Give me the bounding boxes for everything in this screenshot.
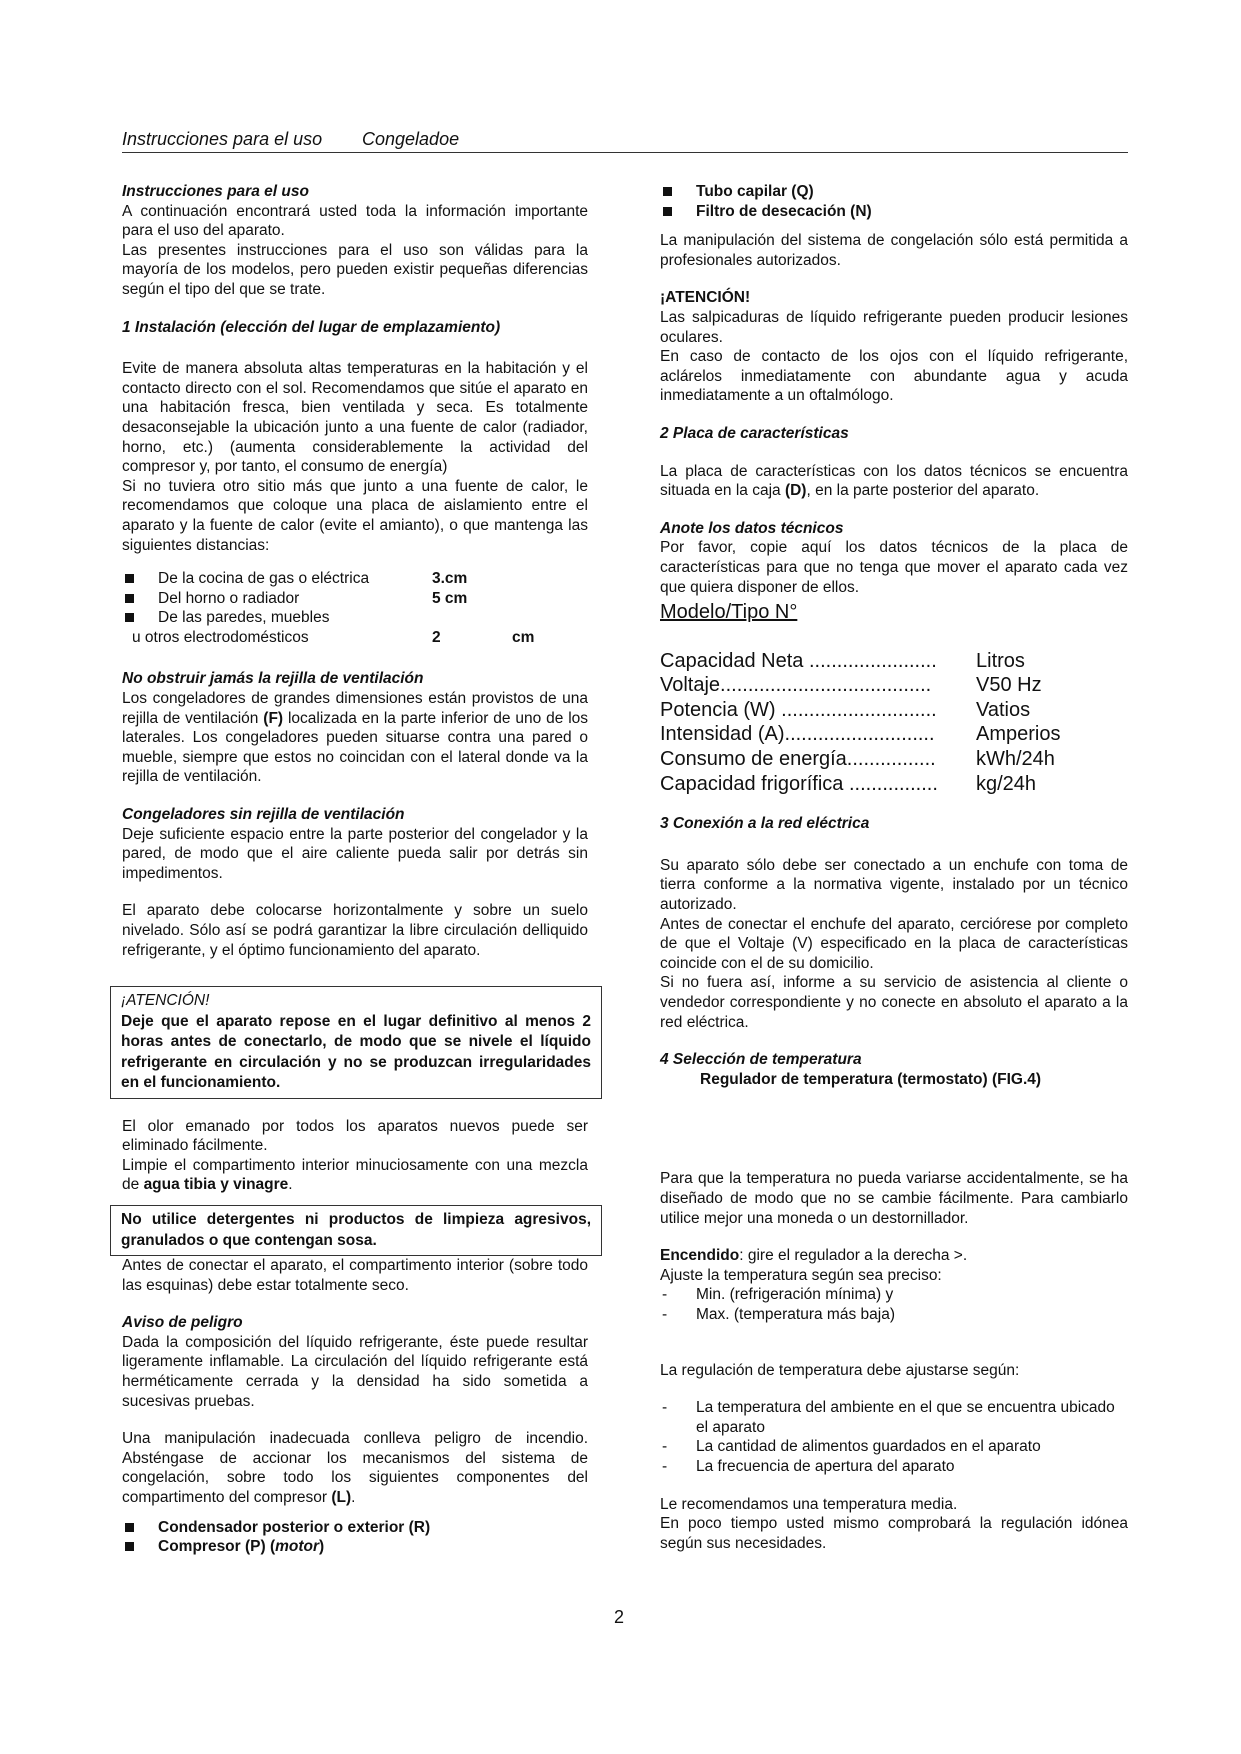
danger-paragraph: Dada la composición del líquido refrigerante, éste puede resultar ligeramente inflamable. La circulación del líquido refrigerante está herméticamente cerrada y la densidad ha sido sometida a sucesivas pruebas. — [122, 1333, 588, 1410]
smell-paragraph: El olor emanado por todos los aparatos nuevos puede ser eliminado fácilmente. — [122, 1117, 588, 1155]
regulation-line: La regulación de temperatura debe ajustarse según: — [660, 1361, 1020, 1379]
plate-paragraph: La placa de características con los datos técnicos se encuentra situada en la caja (D), en la parte posterior del aparato. — [660, 462, 1128, 500]
bullet-square-icon — [125, 594, 134, 603]
spec-row: Consumo de energía................ kWh/24h — [660, 748, 1055, 771]
bullet-square-icon — [125, 574, 134, 583]
distance-list — [122, 569, 588, 628]
spec-row: Capacidad Neta ....................... Litros — [660, 649, 1025, 672]
recommendation-line: En poco tiempo usted mismo comprobará la regulación idónea según sus necesidades. — [660, 1515, 1128, 1552]
installation-heading: 1 Instalación (elección del lugar de emplazamiento) — [122, 318, 501, 336]
attention-title: ¡ATENCIÓN! — [121, 992, 210, 1010]
header-subtitle: Congeladoe — [362, 129, 460, 149]
ventilation-paragraph: Los congeladores de grandes dimensiones están provistos de una rejilla de ventilación (F) localizada en la parte inferior de uno de los laterales. Los congeladores pueden situarse contra una pared o mueble, siempre que estos no coincidan con el lateral donde va la rejilla de ventilación. — [122, 690, 589, 786]
page-number: 2 — [614, 1607, 625, 1627]
right-column — [660, 182, 1128, 1553]
installation-paragraph: Si no tuviera otro sitio más que junto a una fuente de calor, le recomendamos que coloque una placa de aislamiento entre el aparato y la fuente de calor (evite el amianto), o que mantenga las siguientes distancias: — [122, 477, 588, 554]
no-ventilation-paragraph: Deje suficiente espacio entre la parte posterior del congelador y la pared, de modo que el aire caliente pueda salir por detrás sin impedimentos. — [122, 825, 588, 882]
distance-label: u otros electrodomésticos — [132, 628, 309, 646]
distance-label: De las paredes, muebles — [158, 609, 330, 627]
bullet-square-icon — [125, 613, 134, 622]
distance-value: 5 cm — [432, 589, 468, 607]
note-paragraph: Por favor, copie aquí los datos técnicos de la placa de características para que no tenga que mover el aparato cada vez que quiera disponer de ellos. — [660, 539, 1128, 596]
electrical-heading: 3 Conexión a la red eléctrica — [660, 815, 870, 833]
ventilation-heading: No obstruir jamás la rejilla de ventilación — [122, 670, 424, 688]
no-ventilation-heading: Congeladores sin rejilla de ventilación — [122, 806, 405, 824]
distance-value: 2 — [432, 628, 441, 646]
electrical-paragraph: Su aparato sólo debe ser conectado a un enchufe con toma de tierra conforme a la normativa vigente, instalado por un técnico autorizado. — [660, 856, 1128, 914]
list-item: - La cantidad de alimentos guardados en el aparato — [660, 1437, 1128, 1457]
component-list — [660, 182, 1128, 221]
professional-paragraph: La manipulación del sistema de congelación sólo está permitida a profesionales autorizados. — [660, 232, 1128, 269]
spec-row: Voltaje...................................... V50 Hz — [660, 674, 1042, 697]
min-max-list — [660, 1285, 1128, 1324]
bullet-square-icon — [125, 1542, 134, 1551]
spec-row: Capacidad frigorífica ................ kg/24h — [660, 772, 1037, 795]
list-item: - Max. (temperatura más baja) — [660, 1305, 1128, 1325]
list-item: - La temperatura del ambiente en el que se encuentra ubicado el aparato — [660, 1398, 1128, 1437]
model-type-label: Modelo/Tipo N° — [660, 601, 798, 624]
intro-paragraph: Las presentes instrucciones para el uso son válidas para la mayoría de los modelos, pero pueden existir pequeñas diferencias según el tipo del que se trate. — [122, 241, 588, 298]
attention-text: Deje que el aparato repose en el lugar definitivo al menos 2 horas antes de conectarlo, de modo que se nivele el líquido refrigerante en circulación y no se produzcan irregularidades en el funcionamiento. — [121, 1012, 591, 1092]
section-title: Instrucciones para el uso — [122, 183, 309, 200]
distance-list-last — [122, 628, 588, 648]
attention-box — [110, 986, 602, 1099]
note-heading: Anote los datos técnicos — [660, 519, 844, 537]
power-on-line: Encendido: gire el regulador a la derecha >. — [660, 1247, 968, 1265]
smell-paragraph: Limpie el compartimento interior minuciosamente con una mezcla de agua tibia y vinagre. — [122, 1156, 588, 1194]
component-list — [122, 1518, 588, 1557]
electrical-paragraph: Si no fuera así, informe a su servicio de asistencia al cliente o vendedor correspondiente y no conecte en absoluto el aparato a la red eléctrica. — [660, 974, 1128, 1031]
manipulation-paragraph: Una manipulación inadecuada conlleva peligro de incendio. Absténgase de accionar los mecanismos del sistema de congelación, sobre todo los siguientes componentes del compartimento del compresor (L). — [122, 1430, 588, 1506]
distance-label: Del horno o radiador — [158, 589, 300, 607]
list-item: Compresor (P) (motor) — [122, 1537, 588, 1557]
warning-text: No utilice detergentes ni productos de limpieza agresivos, granulados o que contengan sosa. — [121, 1211, 591, 1249]
adjust-line: Ajuste la temperatura según sea preciso: — [660, 1266, 942, 1284]
spec-table — [660, 649, 1128, 797]
bullet-square-icon — [125, 1523, 134, 1532]
plate-heading: 2 Placa de características — [660, 424, 849, 442]
thermostat-subheading: Regulador de temperatura (termostato) (FIG.4) — [700, 1070, 1042, 1088]
distance-value: 3.cm — [432, 570, 468, 588]
installation-paragraph: Evite de manera absoluta altas temperaturas en la habitación y el contacto directo con el sol. Recomendamos que sitúe el aparato en una habitación fresca, bien ventilada y seca. Es totalmente desaconsejable la ubicación junto a una fuente de calor (radiador, horno, etc.) (aumenta considerablemente la actividad del compresor y, por tanto, el consumo de energía) — [122, 360, 588, 476]
distance-unit: cm — [512, 628, 535, 646]
temperature-heading: 4 Selección de temperatura — [660, 1051, 862, 1069]
distance-label: De la cocina de gas o eléctrica — [158, 570, 370, 588]
spec-row: Intensidad (A)........................... Amperios — [660, 723, 1061, 746]
attention-title: ¡ATENCIÓN! — [660, 289, 751, 307]
regulation-list — [660, 1398, 1128, 1476]
attention-paragraph: En caso de contacto de los ojos con el líquido refrigerante, aclárelos inmediatamente con abundante agua y acuda inmediatamente a un oftalmólogo. — [660, 348, 1128, 405]
list-item: - La frecuencia de apertura del aparato — [660, 1457, 1128, 1477]
list-item: Condensador posterior o exterior (R) — [122, 1518, 588, 1538]
left-column — [121, 182, 591, 1557]
header-title: Instrucciones para el uso — [122, 129, 323, 149]
page-header — [122, 128, 1128, 153]
danger-heading: Aviso de peligro — [122, 1314, 243, 1332]
intro-paragraph: A continuación encontrará usted toda la información importante para el uso del aparato. — [122, 202, 588, 240]
list-item: - Min. (refrigeración mínima) y — [660, 1285, 1128, 1305]
recommendation-line: Le recomendamos una temperatura media. — [660, 1495, 958, 1513]
leveling-paragraph: El aparato debe colocarse horizontalmente y sobre un suelo nivelado. Sólo así se podrá garantizar la libre circulación delliquido refrigerante, y el óptimo funcionamiento del aparato. — [122, 902, 588, 959]
spec-row: Potencia (W) ............................ Vatios — [660, 698, 1031, 721]
list-item: Tubo capilar (Q) — [660, 182, 1128, 202]
attention-paragraph: Las salpicaduras de líquido refrigerante pueden producir lesiones oculares. — [660, 308, 1128, 346]
temperature-paragraph: Para que la temperatura no pueda variarse accidentalmente, se ha diseñado de modo que no se cambie fácilmente. Para cambiarlo utilice mejor una moneda o un destornillador. — [660, 1170, 1128, 1227]
bullet-square-icon — [663, 207, 672, 216]
bullet-square-icon — [663, 187, 672, 196]
warning-box — [110, 1205, 602, 1256]
dry-paragraph: Antes de conectar el aparato, el compartimento interior (sobre todo las esquinas) debe estar totalmente seco. — [122, 1257, 588, 1294]
list-item: Filtro de desecación (N) — [660, 202, 1128, 222]
electrical-paragraph: Antes de conectar el enchufe del aparato, cerciórese por completo de que el Voltaje (V) especificado en la placa de características coincide con el de su domicilio. — [660, 915, 1128, 972]
